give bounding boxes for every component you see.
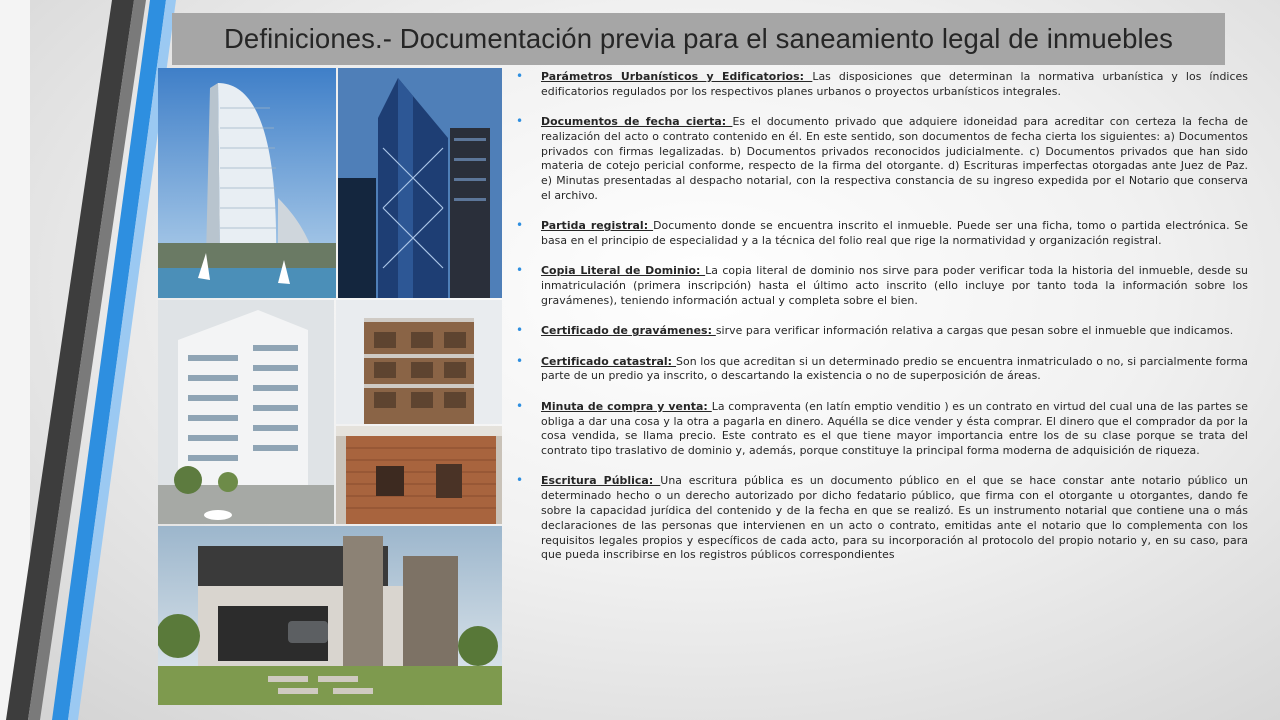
bullet-dot-icon: • <box>516 473 524 488</box>
bullet-dot-icon: • <box>516 323 524 338</box>
definition-item <box>516 474 1248 563</box>
definition-item <box>516 70 1248 100</box>
definition-item <box>516 324 1248 339</box>
bullet-dot-icon: • <box>516 218 524 233</box>
definition-text: Es el documento privado que adquiere idoneidad para acreditar con certeza la fecha de realización del acto o contrato contenido en él. En este sentido, son documentos de fecha cierta los siguientes: a) Documentos privados con firmas legalizadas. b) Documentos privados reconocidos judicialmente. c) Documentos privados que han sido materia de cotejo pericial conforme, respecto de la firma del otorgante. d) Escrituras imperfectas otorgadas ante Juez de Paz. e) Minutas presentadas al despacho notarial, con la respectiva constancia de su ingreso expedida por el Notario que conserva el archivo. <box>541 115 1248 203</box>
glass-skyscrapers-photo <box>338 68 502 298</box>
sail-tower-photo <box>158 68 336 298</box>
brick-building-photo <box>336 300 502 424</box>
slide-title: Definiciones.- Documentación previa para el saneamiento legal de inmuebles <box>223 23 1174 54</box>
definition-text: Documento donde se encuentra inscrito el inmueble. Puede ser una ficha, tomo o partida electrónica. Se basa en el principio de especialidad y a la técnica del folio real que rige la normatividad y organización registral. <box>541 219 1248 248</box>
definition-text: sirve para verificar información relativa a cargas que pesan sobre el inmueble que indicamos. <box>715 324 1234 338</box>
bullet-dot-icon: • <box>516 69 524 83</box>
definition-term: Documentos de fecha cierta: <box>541 115 733 129</box>
brick-walls-photo <box>336 426 502 524</box>
definition-term: Parámetros Urbanísticos y Edificatorios: <box>541 70 813 83</box>
definition-term: Certificado de gravámenes: <box>541 324 716 338</box>
definition-term: Partida registral: <box>541 219 654 233</box>
definition-item <box>516 400 1248 459</box>
stone-house-photo <box>158 526 502 705</box>
definition-text: Las disposiciones que determinan la normativa urbanística y los índices edificatorios regulados por los respectivos planes urbanos o proyectos urbanísticos integrales. <box>541 70 1248 98</box>
definition-text: Son los que acreditan si un determinado predio se encuentra inmatriculado o no, si parcialmente forma parte de un predio ya inscrito, o descartando la existencia o no de superposición de áreas. <box>541 354 1248 383</box>
bullet-dot-icon: • <box>516 353 524 368</box>
definition-term: Copia Literal de Dominio: <box>541 264 706 278</box>
definitions-list <box>516 70 1248 579</box>
bullet-dot-icon: • <box>516 398 524 413</box>
definition-text: Una escritura pública es un documento público en el que se hace constar ante notario público un determinado hecho o un derecho autorizado por dicho fedatario público, que firma con el otorgante u otorgantes, dando fe sobre la capacidad jurídica del contenido y de la fecha en que se realizó. Es un instrumento notarial que contiene una o más declaraciones de las personas que intervienen en un acto o contrato, emitidas ante el notario que lo complementa con los requisitos legales propios y específicos de cada acto, para su incorporación al protocolo del propio notario y, en su caso, para que pueda inscribirse en los registros públicos correspondientes <box>541 474 1248 562</box>
definition-term: Certificado catastral: <box>541 354 677 368</box>
photo-collage <box>158 68 502 705</box>
definition-text: La copia literal de dominio nos sirve para poder verificar toda la historia del inmueble, desde su inmatriculación (primera inscripción) hasta el último acto inscrito (ello incluye por tanto toda la información sobre los gravámenes), teniendo información actual y completa sobre el bien. <box>541 264 1248 308</box>
definition-item <box>516 264 1248 308</box>
definition-item <box>516 115 1248 204</box>
definition-item <box>516 355 1248 385</box>
definition-item <box>516 219 1248 249</box>
definition-term: Escritura Pública: <box>541 474 661 488</box>
definition-text: La compraventa (en latín emptio venditio ) es un contrato en virtud del cual una de las partes se obliga a dar una cosa y la otra a pagarla en dinero. Aquélla se dice vender y ésta comprar. El dinero que el comprador da por la cosa vendida, se llama precio. Este contrato es el que tiene mayor importancia entre los de su clase porque se trata del contrato tipo traslativo de dominio y, además, porque constituye la principal forma moderna de adquisición de riqueza. <box>541 399 1248 458</box>
bullet-dot-icon: • <box>516 114 524 129</box>
title-bar <box>172 13 1225 65</box>
apartment-tower-photo <box>158 300 334 524</box>
definition-term: Minuta de compra y venta: <box>541 399 712 413</box>
bullet-dot-icon: • <box>516 263 524 278</box>
